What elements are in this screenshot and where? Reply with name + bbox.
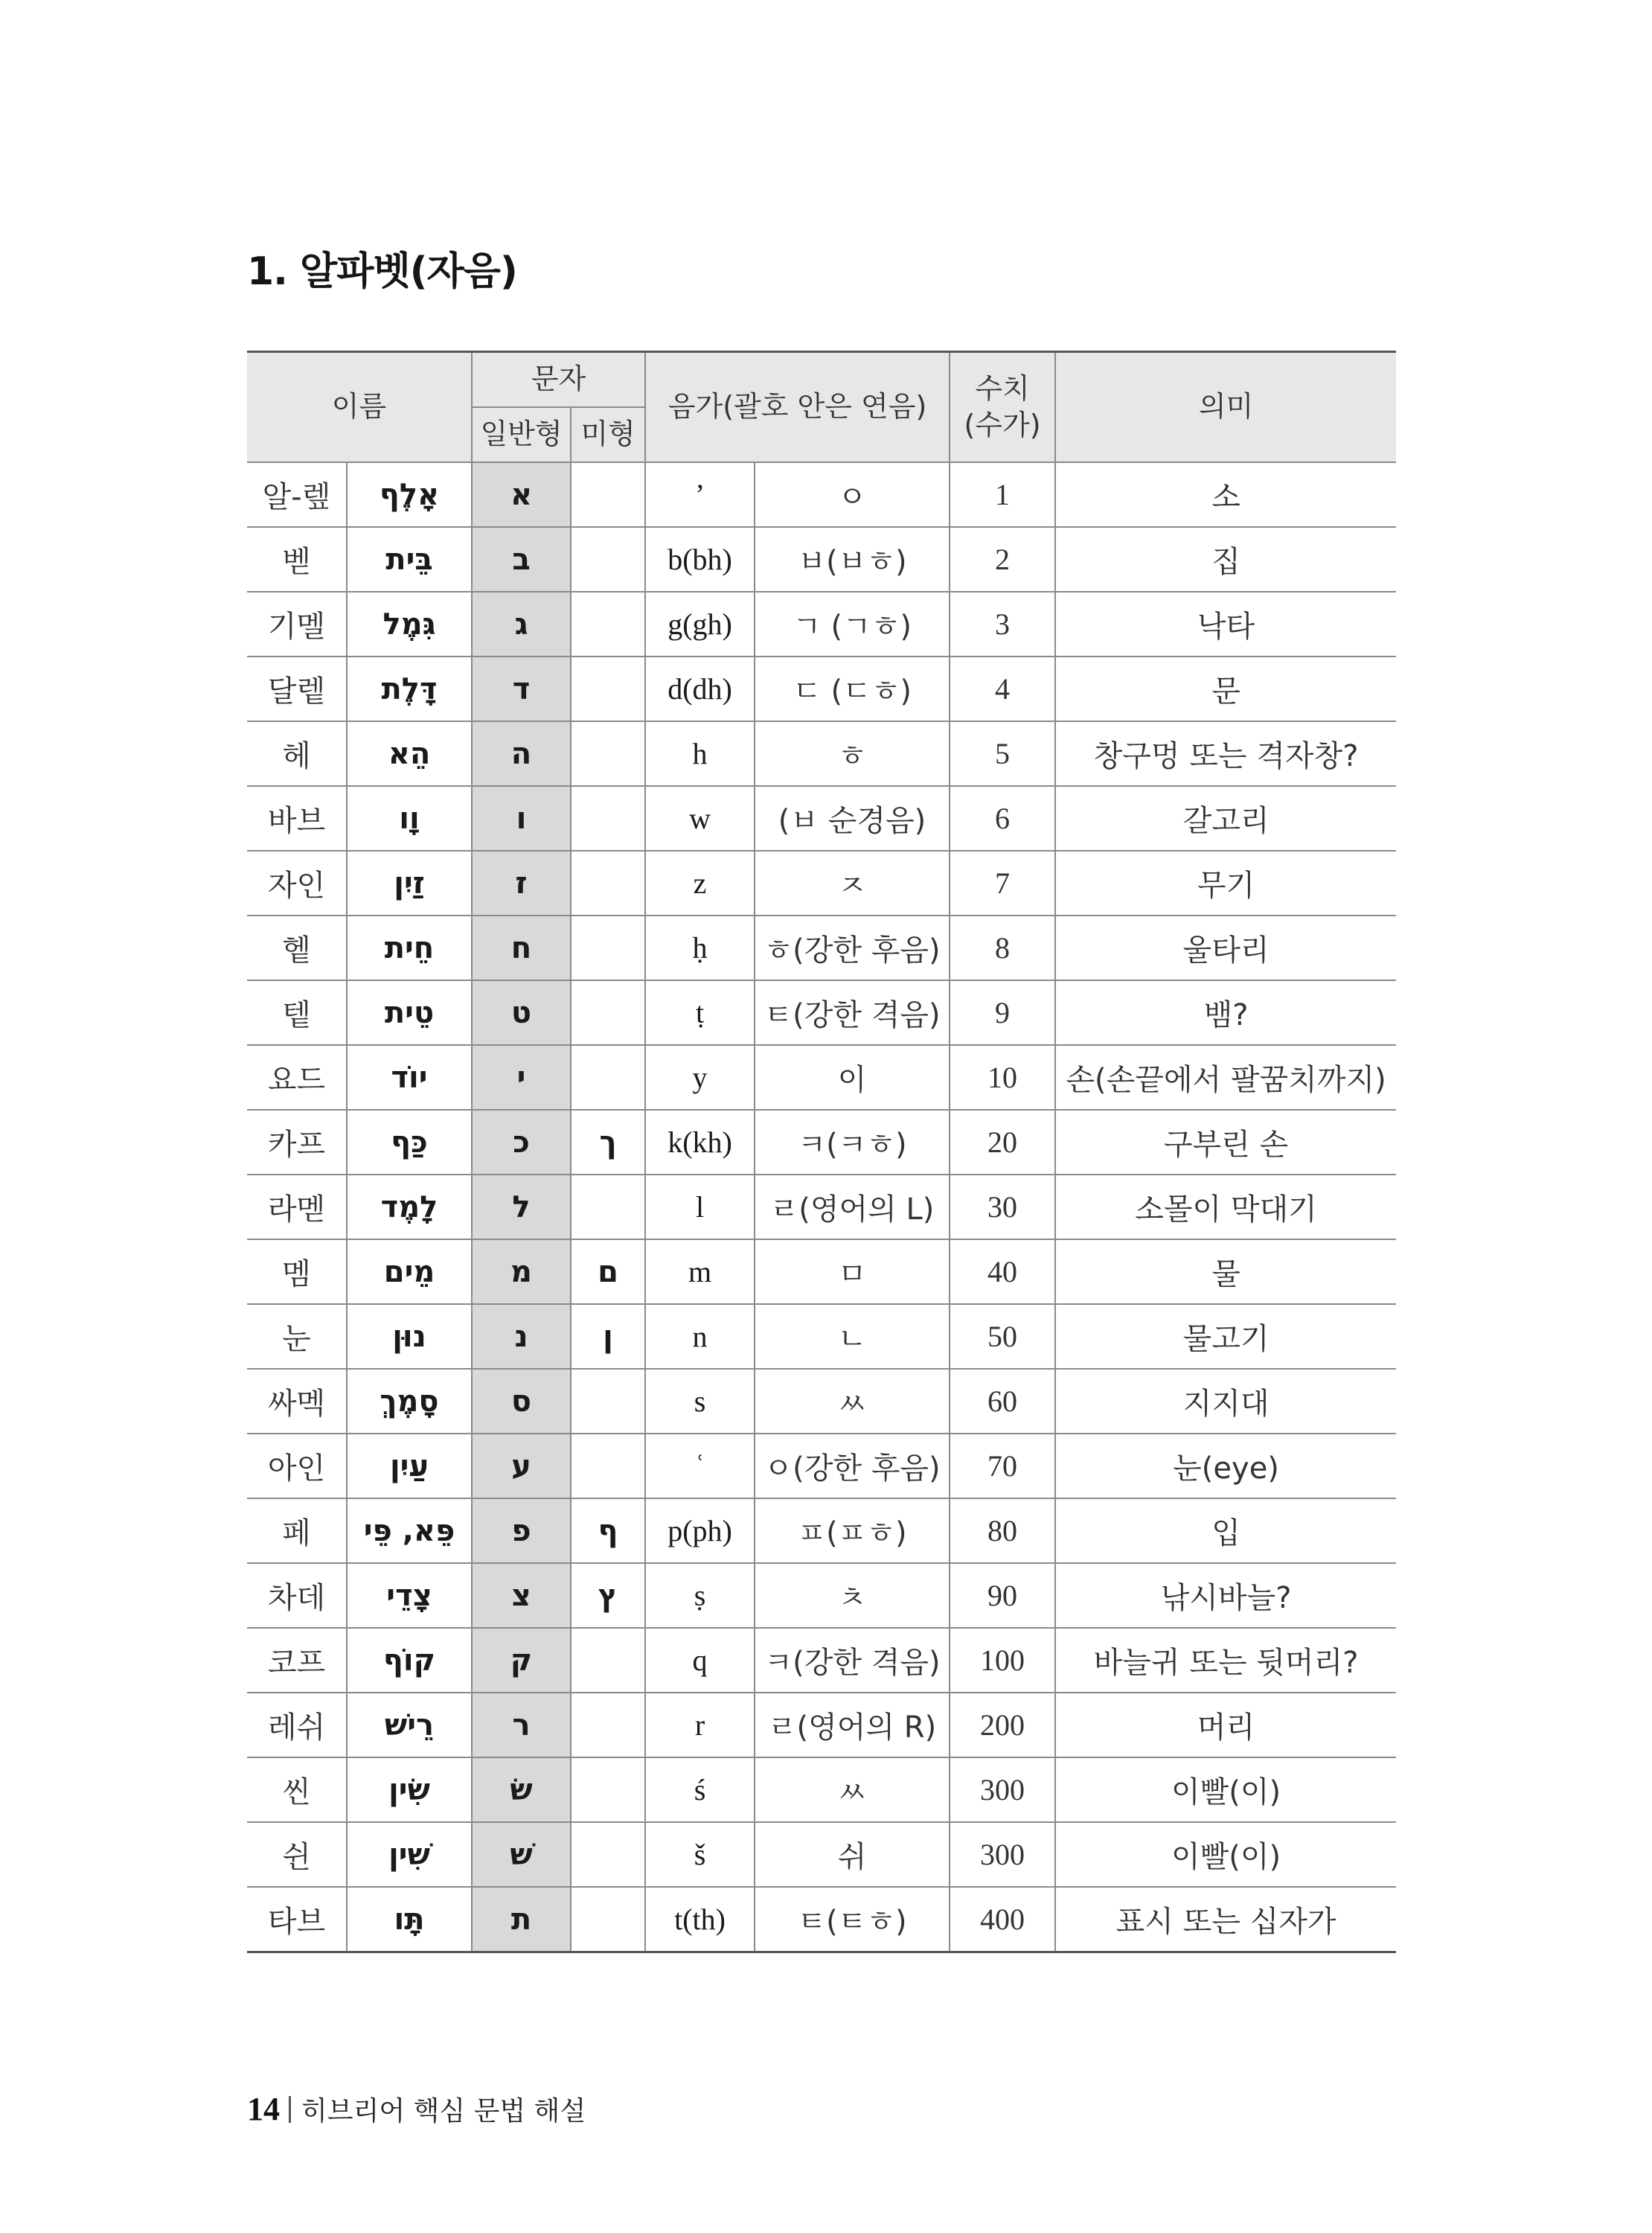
- meaning-cell: 눈(eye): [1055, 1434, 1396, 1498]
- transliteration-cell: y: [645, 1045, 755, 1110]
- meaning-cell: 머리: [1055, 1693, 1396, 1757]
- letter-normal-cell: ס: [472, 1369, 571, 1434]
- korean-name-cell: 타브: [247, 1887, 347, 1952]
- transliteration-cell: š: [645, 1822, 755, 1887]
- numeric-value-cell: 7: [950, 851, 1055, 916]
- letter-final-cell: [571, 721, 645, 786]
- letter-normal-cell: ט: [472, 980, 571, 1045]
- transliteration-cell: ʿ: [645, 1434, 755, 1498]
- numeric-value-cell: 300: [950, 1757, 1055, 1822]
- meaning-cell: 표시 또는 십자가: [1055, 1887, 1396, 1952]
- korean-name-cell: 싸멕: [247, 1369, 347, 1434]
- korean-name-cell: 헤: [247, 721, 347, 786]
- letter-final-cell: [571, 1434, 645, 1498]
- numeric-value-cell: 1: [950, 462, 1055, 527]
- table-row: [247, 527, 1396, 592]
- korean-name-cell: 눈: [247, 1304, 347, 1369]
- transliteration-cell: g(gh): [645, 592, 755, 657]
- table-row: [247, 1628, 1396, 1693]
- transliteration-cell: d(dh): [645, 657, 755, 721]
- table-row: [247, 592, 1396, 657]
- table-row: [247, 721, 1396, 786]
- korean-sound-cell: ㅋ(ㅋㅎ): [755, 1110, 950, 1175]
- hebrew-name-cell: חֵית: [347, 916, 472, 980]
- korean-sound-cell: 쉬: [755, 1822, 950, 1887]
- hebrew-name-cell: פֵּא, פֵּי: [347, 1498, 472, 1563]
- korean-sound-cell: 이: [755, 1045, 950, 1110]
- korean-name-cell: 레쉬: [247, 1693, 347, 1757]
- korean-name-cell: 텥: [247, 980, 347, 1045]
- letter-normal-cell: ח: [472, 916, 571, 980]
- transliteration-cell: k(kh): [645, 1110, 755, 1175]
- table-row: [247, 1498, 1396, 1563]
- table-row: [247, 462, 1396, 527]
- table-row: [247, 1175, 1396, 1239]
- korean-sound-cell: ㅁ: [755, 1239, 950, 1304]
- numeric-value-cell: 70: [950, 1434, 1055, 1498]
- numeric-value-cell: 90: [950, 1563, 1055, 1628]
- table-row: [247, 1239, 1396, 1304]
- numeric-value-cell: 10: [950, 1045, 1055, 1110]
- numeric-value-cell: 60: [950, 1369, 1055, 1434]
- header-letter-final: 미형: [571, 407, 645, 462]
- page-number: 14: [247, 2091, 280, 2127]
- letter-final-cell: [571, 592, 645, 657]
- transliteration-cell: ś: [645, 1757, 755, 1822]
- korean-sound-cell: ㄹ(영어의 R): [755, 1693, 950, 1757]
- numeric-value-cell: 200: [950, 1693, 1055, 1757]
- alphabet-table: [247, 351, 1396, 1953]
- letter-normal-cell: מ: [472, 1239, 571, 1304]
- hebrew-name-cell: טֵית: [347, 980, 472, 1045]
- korean-name-cell: 헽: [247, 916, 347, 980]
- letter-final-cell: ך: [571, 1110, 645, 1175]
- meaning-cell: 물고기: [1055, 1304, 1396, 1369]
- letter-final-cell: [571, 1757, 645, 1822]
- section-title: 1. 알파벳(자음): [247, 249, 517, 294]
- table-row: [247, 851, 1396, 916]
- table-row: [247, 1757, 1396, 1822]
- transliteration-cell: n: [645, 1304, 755, 1369]
- meaning-cell: 물: [1055, 1239, 1396, 1304]
- transliteration-cell: w: [645, 786, 755, 851]
- meaning-cell: 소몰이 막대기: [1055, 1175, 1396, 1239]
- hebrew-name-cell: עַיִן: [347, 1434, 472, 1498]
- letter-normal-cell: ל: [472, 1175, 571, 1239]
- numeric-value-cell: 8: [950, 916, 1055, 980]
- numeric-value-cell: 100: [950, 1628, 1055, 1693]
- letter-final-cell: [571, 1045, 645, 1110]
- korean-name-cell: 벧: [247, 527, 347, 592]
- meaning-cell: 낚시바늘?: [1055, 1563, 1396, 1628]
- letter-final-cell: [571, 980, 645, 1045]
- letter-final-cell: [571, 527, 645, 592]
- korean-sound-cell: ㅂ(ㅂㅎ): [755, 527, 950, 592]
- letter-final-cell: [571, 1369, 645, 1434]
- transliteration-cell: ṭ: [645, 980, 755, 1045]
- korean-sound-cell: ㅆ: [755, 1369, 950, 1434]
- korean-sound-cell: ㅋ(강한 격음): [755, 1628, 950, 1693]
- transliteration-cell: ḥ: [645, 916, 755, 980]
- meaning-cell: 집: [1055, 527, 1396, 592]
- meaning-cell: 소: [1055, 462, 1396, 527]
- korean-sound-cell: ㅍ(ㅍㅎ): [755, 1498, 950, 1563]
- meaning-cell: 이빨(이): [1055, 1757, 1396, 1822]
- table-row: [247, 916, 1396, 980]
- letter-final-cell: [571, 1693, 645, 1757]
- transliteration-cell: b(bh): [645, 527, 755, 592]
- korean-name-cell: 라멛: [247, 1175, 347, 1239]
- transliteration-cell: l: [645, 1175, 755, 1239]
- transliteration-cell: m: [645, 1239, 755, 1304]
- transliteration-cell: t(th): [645, 1887, 755, 1952]
- letter-final-cell: ן: [571, 1304, 645, 1369]
- korean-sound-cell: ㅎ: [755, 721, 950, 786]
- letter-normal-cell: צ: [472, 1563, 571, 1628]
- meaning-cell: 낙타: [1055, 592, 1396, 657]
- korean-name-cell: 아인: [247, 1434, 347, 1498]
- korean-sound-cell: ㄹ(영어의 L): [755, 1175, 950, 1239]
- letter-normal-cell: ה: [472, 721, 571, 786]
- hebrew-name-cell: צָדֵי: [347, 1563, 472, 1628]
- table-row: [247, 1693, 1396, 1757]
- meaning-cell: 갈고리: [1055, 786, 1396, 851]
- meaning-cell: 지지대: [1055, 1369, 1396, 1434]
- table-body: [247, 462, 1396, 1952]
- table-row: [247, 1563, 1396, 1628]
- header-name: 이름: [247, 352, 472, 463]
- numeric-value-cell: 40: [950, 1239, 1055, 1304]
- korean-name-cell: 씬: [247, 1757, 347, 1822]
- table-row: [247, 1369, 1396, 1434]
- header-numeric-line1: 수치: [975, 371, 1030, 405]
- transliteration-cell: ’: [645, 462, 755, 527]
- letter-normal-cell: שׁ: [472, 1822, 571, 1887]
- header-sound: 음가(괄호 안은 연음): [645, 352, 950, 463]
- table-row: [247, 1887, 1396, 1952]
- table-row: [247, 1304, 1396, 1369]
- hebrew-name-cell: תָּו: [347, 1887, 472, 1952]
- header-letter-normal: 일반형: [472, 407, 571, 462]
- letter-final-cell: [571, 462, 645, 527]
- transliteration-cell: s: [645, 1369, 755, 1434]
- letter-normal-cell: ר: [472, 1693, 571, 1757]
- table-row: [247, 1110, 1396, 1175]
- hebrew-name-cell: הֵא: [347, 721, 472, 786]
- meaning-cell: 문: [1055, 657, 1396, 721]
- table-row: [247, 786, 1396, 851]
- letter-normal-cell: ת: [472, 1887, 571, 1952]
- hebrew-name-cell: לָמֶד: [347, 1175, 472, 1239]
- korean-sound-cell: ㅈ: [755, 851, 950, 916]
- hebrew-name-cell: בֵּית: [347, 527, 472, 592]
- numeric-value-cell: 50: [950, 1304, 1055, 1369]
- numeric-value-cell: 80: [950, 1498, 1055, 1563]
- letter-final-cell: [571, 657, 645, 721]
- transliteration-cell: q: [645, 1628, 755, 1693]
- letter-final-cell: ם: [571, 1239, 645, 1304]
- letter-normal-cell: ק: [472, 1628, 571, 1693]
- letter-normal-cell: ע: [472, 1434, 571, 1498]
- hebrew-name-cell: גִּמֶל: [347, 592, 472, 657]
- letter-final-cell: ף: [571, 1498, 645, 1563]
- korean-sound-cell: ㅆ: [755, 1757, 950, 1822]
- letter-final-cell: [571, 1628, 645, 1693]
- meaning-cell: 뱀?: [1055, 980, 1396, 1045]
- korean-sound-cell: ㄴ: [755, 1304, 950, 1369]
- hebrew-name-cell: מֵים: [347, 1239, 472, 1304]
- korean-sound-cell: ㄷ (ㄷㅎ): [755, 657, 950, 721]
- letter-normal-cell: ג: [472, 592, 571, 657]
- table-row: [247, 1045, 1396, 1110]
- hebrew-name-cell: וָו: [347, 786, 472, 851]
- korean-name-cell: 자인: [247, 851, 347, 916]
- korean-name-cell: 페: [247, 1498, 347, 1563]
- hebrew-name-cell: שִׂין: [347, 1757, 472, 1822]
- korean-name-cell: 달렡: [247, 657, 347, 721]
- numeric-value-cell: 300: [950, 1822, 1055, 1887]
- meaning-cell: 창구멍 또는 격자창?: [1055, 721, 1396, 786]
- letter-normal-cell: שׂ: [472, 1757, 571, 1822]
- table-row: [247, 657, 1396, 721]
- numeric-value-cell: 400: [950, 1887, 1055, 1952]
- hebrew-name-cell: זַיִן: [347, 851, 472, 916]
- korean-name-cell: 바브: [247, 786, 347, 851]
- letter-normal-cell: פ: [472, 1498, 571, 1563]
- header-meaning: 의미: [1055, 352, 1396, 463]
- korean-sound-cell: ㄱ (ㄱㅎ): [755, 592, 950, 657]
- hebrew-name-cell: אָלֶף: [347, 462, 472, 527]
- hebrew-name-cell: רֵישׁ: [347, 1693, 472, 1757]
- korean-sound-cell: (ㅂ 순경음): [755, 786, 950, 851]
- korean-name-cell: 카프: [247, 1110, 347, 1175]
- numeric-value-cell: 6: [950, 786, 1055, 851]
- header-numeric-line2: (수가): [964, 409, 1041, 441]
- letter-normal-cell: ז: [472, 851, 571, 916]
- korean-name-cell: 멤: [247, 1239, 347, 1304]
- letter-final-cell: [571, 916, 645, 980]
- letter-final-cell: [571, 1887, 645, 1952]
- transliteration-cell: z: [645, 851, 755, 916]
- transliteration-cell: h: [645, 721, 755, 786]
- numeric-value-cell: 3: [950, 592, 1055, 657]
- hebrew-name-cell: נוּן: [347, 1304, 472, 1369]
- transliteration-cell: ṣ: [645, 1563, 755, 1628]
- korean-sound-cell: ㅇ: [755, 462, 950, 527]
- korean-sound-cell: ㅇ(강한 후음): [755, 1434, 950, 1498]
- transliteration-cell: p(ph): [645, 1498, 755, 1563]
- hebrew-name-cell: כַּף: [347, 1110, 472, 1175]
- korean-name-cell: 쉰: [247, 1822, 347, 1887]
- hebrew-name-cell: סָמֶךְ: [347, 1369, 472, 1434]
- korean-sound-cell: ㅎ(강한 후음): [755, 916, 950, 980]
- page-footer: [247, 2090, 586, 2128]
- numeric-value-cell: 30: [950, 1175, 1055, 1239]
- table-row: [247, 980, 1396, 1045]
- hebrew-name-cell: יוֹד: [347, 1045, 472, 1110]
- numeric-value-cell: 20: [950, 1110, 1055, 1175]
- korean-name-cell: 차데: [247, 1563, 347, 1628]
- letter-final-cell: [571, 1822, 645, 1887]
- letter-final-cell: [571, 1175, 645, 1239]
- letter-normal-cell: א: [472, 462, 571, 527]
- meaning-cell: 바늘귀 또는 뒷머리?: [1055, 1628, 1396, 1693]
- letter-final-cell: [571, 786, 645, 851]
- korean-sound-cell: ㅊ: [755, 1563, 950, 1628]
- book-title: 히브리어 핵심 문법 해설: [301, 2096, 586, 2127]
- transliteration-cell: r: [645, 1693, 755, 1757]
- hebrew-name-cell: דָּלֶת: [347, 657, 472, 721]
- footer-separator: [289, 2096, 291, 2123]
- meaning-cell: 손(손끝에서 팔꿈치까지): [1055, 1045, 1396, 1110]
- korean-sound-cell: ㅌ(ㅌㅎ): [755, 1887, 950, 1952]
- header-numeric: [950, 352, 1055, 463]
- hebrew-name-cell: קוֹף: [347, 1628, 472, 1693]
- table-row: [247, 1434, 1396, 1498]
- letter-normal-cell: ב: [472, 527, 571, 592]
- meaning-cell: 구부린 손: [1055, 1110, 1396, 1175]
- korean-name-cell: 코프: [247, 1628, 347, 1693]
- korean-name-cell: 알-렢: [247, 462, 347, 527]
- table-row: [247, 1822, 1396, 1887]
- header-letter: 문자: [472, 352, 645, 408]
- korean-name-cell: 기멜: [247, 592, 347, 657]
- korean-name-cell: 요드: [247, 1045, 347, 1110]
- meaning-cell: 울타리: [1055, 916, 1396, 980]
- letter-normal-cell: נ: [472, 1304, 571, 1369]
- letter-normal-cell: כ: [472, 1110, 571, 1175]
- letter-normal-cell: י: [472, 1045, 571, 1110]
- table-header: [247, 352, 1396, 463]
- letter-normal-cell: ד: [472, 657, 571, 721]
- numeric-value-cell: 9: [950, 980, 1055, 1045]
- letter-final-cell: [571, 851, 645, 916]
- letter-normal-cell: ו: [472, 786, 571, 851]
- letter-final-cell: ץ: [571, 1563, 645, 1628]
- numeric-value-cell: 2: [950, 527, 1055, 592]
- meaning-cell: 이빨(이): [1055, 1822, 1396, 1887]
- numeric-value-cell: 4: [950, 657, 1055, 721]
- korean-sound-cell: ㅌ(강한 격음): [755, 980, 950, 1045]
- meaning-cell: 무기: [1055, 851, 1396, 916]
- meaning-cell: 입: [1055, 1498, 1396, 1563]
- numeric-value-cell: 5: [950, 721, 1055, 786]
- hebrew-name-cell: שִׁין: [347, 1822, 472, 1887]
